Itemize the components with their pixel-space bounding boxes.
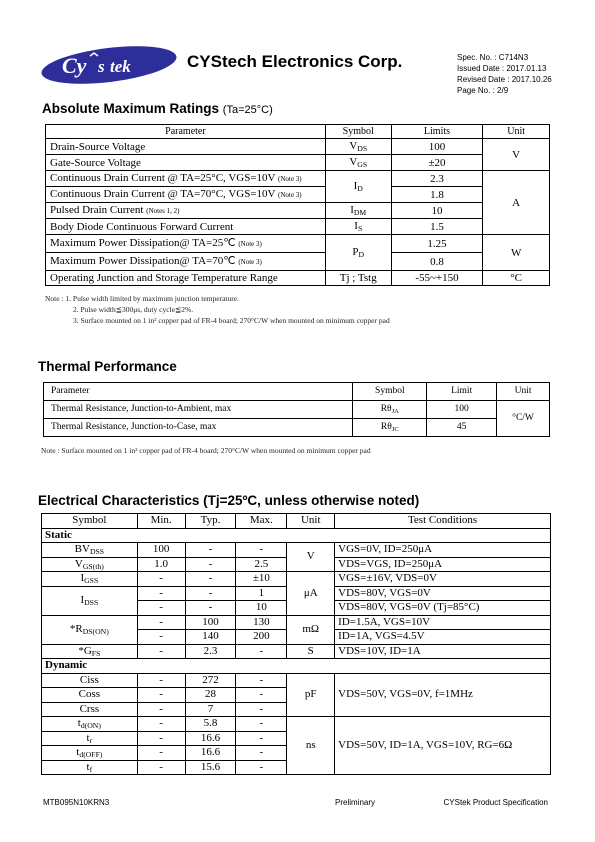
symbol-cell: td(OFF) xyxy=(42,746,138,761)
param-cell: Thermal Resistance, Junction-to-Case, max xyxy=(44,419,353,437)
limit-cell: 45 xyxy=(427,419,497,437)
typ-cell: - xyxy=(185,601,236,616)
table-row xyxy=(42,572,551,587)
thermal-note: Note : Surface mounted on 1 in² copper pad of FR-4 board; 270°C/W when mounted on minimum copper pad xyxy=(41,446,371,455)
param-cell: Thermal Resistance, Junction-to-Ambient, max xyxy=(44,401,353,419)
condition-cell: VDS=80V, VGS=0V (Tj=85°C) xyxy=(335,601,551,616)
param-cell: Continuous Drain Current @ TA=70°C, VGS=10V (Note 3) xyxy=(46,187,326,203)
unit-cell: A xyxy=(483,171,550,235)
typ-cell: 28 xyxy=(185,688,236,703)
max-cell: - xyxy=(236,702,287,717)
limit-cell: 1.5 xyxy=(391,219,483,235)
symbol-cell: Tj ; Tstg xyxy=(325,271,391,286)
table-row xyxy=(46,187,550,203)
table-row xyxy=(42,717,551,732)
typ-cell: 272 xyxy=(185,673,236,688)
symbol-cell: VDS xyxy=(325,139,391,155)
typ-cell: 140 xyxy=(185,630,236,645)
table-row xyxy=(46,171,550,187)
typ-cell: 100 xyxy=(185,615,236,630)
table-row xyxy=(46,253,550,271)
thermal-header-unit: Unit xyxy=(497,383,550,401)
min-cell: - xyxy=(137,601,185,616)
amr-header-parameter: Parameter xyxy=(46,125,326,139)
limit-cell: 2.3 xyxy=(391,171,483,187)
spec-no: Spec. No. : C714N3 xyxy=(457,53,529,62)
table-row xyxy=(46,219,550,235)
limit-cell: ±20 xyxy=(391,155,483,171)
spec-block xyxy=(457,52,552,96)
min-cell: 1.0 xyxy=(137,557,185,572)
param-cell: Drain-Source Voltage xyxy=(46,139,326,155)
typ-cell: - xyxy=(185,557,236,572)
min-cell: - xyxy=(137,702,185,717)
company-name: CYStech Electronics Corp. xyxy=(187,52,403,71)
symbol-cell: tf xyxy=(42,760,138,775)
max-cell: 10 xyxy=(236,601,287,616)
condition-cell: ID=1A, VGS=4.5V xyxy=(335,630,551,645)
max-cell: - xyxy=(236,717,287,732)
symbol-cell: Ciss xyxy=(42,673,138,688)
amr-header-limits: Limits xyxy=(391,125,483,139)
footer-status: Preliminary xyxy=(335,798,376,807)
elec-header-typ: Typ. xyxy=(185,514,236,529)
condition-cell: VDS=80V, VGS=0V xyxy=(335,586,551,601)
amr-condition: (Ta=25°C) xyxy=(222,104,273,116)
amr-header-symbol: Symbol xyxy=(325,125,391,139)
min-cell: - xyxy=(137,673,185,688)
unit-cell: °C xyxy=(483,271,550,286)
min-cell: - xyxy=(137,717,185,732)
symbol-cell: PD xyxy=(325,235,391,271)
symbol-cell: BVDSS xyxy=(42,543,138,558)
unit-cell: mΩ xyxy=(287,615,335,644)
table-row xyxy=(46,271,550,286)
symbol-cell: IDSS xyxy=(42,586,138,615)
typ-cell: 2.3 xyxy=(185,644,236,659)
min-cell: - xyxy=(137,586,185,601)
revised-date: Revised Date : 2017.10.26 xyxy=(457,75,552,84)
condition-cell: VDS=50V, VGS=0V, f=1MHz xyxy=(335,673,551,717)
typ-cell: - xyxy=(185,543,236,558)
company-logo xyxy=(40,44,178,84)
table-row xyxy=(42,543,551,558)
limit-cell: 100 xyxy=(427,401,497,419)
page-number: Page No. : 2/9 xyxy=(457,86,509,95)
limit-cell: 1.8 xyxy=(391,187,483,203)
min-cell: - xyxy=(137,615,185,630)
symbol-cell: $R\theta_{JA}$ xyxy=(353,401,427,419)
section-dynamic: Dynamic xyxy=(42,659,551,674)
symbol-cell: $R\theta_{JC}$ xyxy=(353,419,427,437)
table-row xyxy=(46,203,550,219)
typ-cell: 15.6 xyxy=(185,760,236,775)
table-row xyxy=(42,644,551,659)
symbol-cell: IS xyxy=(325,219,391,235)
param-cell: Maximum Power Dissipation@ TA=70℃ (Note 3) xyxy=(46,253,326,271)
typ-cell: - xyxy=(185,572,236,587)
note-3: 3. Surface mounted on 1 in² copper pad of FR-4 board; 270°C/W when mounted on minimum copper pad xyxy=(73,316,390,325)
elec-header-conditions: Test Conditions xyxy=(335,514,551,529)
typ-cell: - xyxy=(185,586,236,601)
limit-cell: 0.8 xyxy=(391,253,483,271)
max-cell: 1 xyxy=(236,586,287,601)
symbol-cell: Coss xyxy=(42,688,138,703)
typ-cell: 16.6 xyxy=(185,746,236,761)
thermal-table xyxy=(43,382,550,437)
max-cell: 200 xyxy=(236,630,287,645)
limit-cell: -55~+150 xyxy=(391,271,483,286)
param-cell: Operating Junction and Storage Temperature Range xyxy=(46,271,326,286)
symbol-cell: IGSS xyxy=(42,572,138,587)
min-cell: - xyxy=(137,688,185,703)
amr-notes xyxy=(45,293,390,326)
max-cell: - xyxy=(236,760,287,775)
symbol-cell: *RDS(ON) xyxy=(42,615,138,644)
thermal-header-symbol: Symbol xyxy=(353,383,427,401)
unit-cell: pF xyxy=(287,673,335,717)
table-row xyxy=(46,155,550,171)
unit-cell: ns xyxy=(287,717,335,775)
elec-header-min: Min. xyxy=(137,514,185,529)
elec-header-symbol: Symbol xyxy=(42,514,138,529)
min-cell: - xyxy=(137,572,185,587)
max-cell: ±10 xyxy=(236,572,287,587)
max-cell: - xyxy=(236,746,287,761)
thermal-header-limit: Limit xyxy=(427,383,497,401)
limit-cell: 10 xyxy=(391,203,483,219)
thermal-header-parameter: Parameter xyxy=(44,383,353,401)
param-cell: Gate-Source Voltage xyxy=(46,155,326,171)
limit-cell: 1.25 xyxy=(391,235,483,253)
symbol-cell: Crss xyxy=(42,702,138,717)
table-row xyxy=(42,615,551,630)
max-cell: - xyxy=(236,688,287,703)
param-cell: Pulsed Drain Current (Notes 1, 2) xyxy=(46,203,326,219)
svg-text:s: s xyxy=(98,57,105,76)
amr-table xyxy=(45,124,550,286)
unit-cell: V xyxy=(483,139,550,171)
thermal-title: Thermal Performance xyxy=(38,359,177,374)
section-static: Static xyxy=(42,528,551,543)
condition-cell: ID=1.5A, VGS=10V xyxy=(335,615,551,630)
limit-cell: 100 xyxy=(391,139,483,155)
condition-cell: VGS=0V, ID=250μA xyxy=(335,543,551,558)
amr-title xyxy=(42,101,273,116)
unit-cell: °C/W xyxy=(497,401,550,437)
min-cell: - xyxy=(137,731,185,746)
typ-cell: 7 xyxy=(185,702,236,717)
elec-header-unit: Unit xyxy=(287,514,335,529)
elec-header-max: Max. xyxy=(236,514,287,529)
unit-cell: V xyxy=(287,543,335,572)
elec-table xyxy=(41,513,551,775)
table-row xyxy=(44,419,550,437)
min-cell: 100 xyxy=(137,543,185,558)
param-cell: Body Diode Continuous Forward Current xyxy=(46,219,326,235)
max-cell: - xyxy=(236,731,287,746)
unit-cell: W xyxy=(483,235,550,271)
footer-part-number: MTB095N10KRN3 xyxy=(43,798,110,807)
param-cell: Maximum Power Dissipation@ TA=25℃ (Note 3) xyxy=(46,235,326,253)
symbol-cell: tr xyxy=(42,731,138,746)
symbol-cell: *GFS xyxy=(42,644,138,659)
svg-text:tek: tek xyxy=(110,57,131,76)
unit-cell: S xyxy=(287,644,335,659)
condition-cell: VDS=VGS, ID=250μA xyxy=(335,557,551,572)
param-cell: Continuous Drain Current @ TA=25°C, VGS=10V (Note 3) xyxy=(46,171,326,187)
min-cell: - xyxy=(137,746,185,761)
note-1: Note : 1. Pulse width limited by maximum junction temperature. xyxy=(45,294,239,303)
min-cell: - xyxy=(137,760,185,775)
issued-date: Issued Date : 2017.01.13 xyxy=(457,64,547,73)
table-row xyxy=(42,673,551,688)
elec-title: Electrical Characteristics (Tj=25ºC, unless otherwise noted) xyxy=(38,493,420,508)
table-row xyxy=(46,235,550,253)
amr-title-text: Absolute Maximum Ratings xyxy=(42,101,220,116)
table-row xyxy=(44,401,550,419)
typ-cell: 5.8 xyxy=(185,717,236,732)
max-cell: - xyxy=(236,644,287,659)
condition-cell: VDS=10V, ID=1A xyxy=(335,644,551,659)
min-cell: - xyxy=(137,630,185,645)
max-cell: 130 xyxy=(236,615,287,630)
typ-cell: 16.6 xyxy=(185,731,236,746)
symbol-cell: IDM xyxy=(325,203,391,219)
note-2: 2. Pulse width≦300μs, duty cycle≦2%. xyxy=(73,305,194,314)
svg-text:Cy: Cy xyxy=(62,53,87,78)
symbol-cell: td(ON) xyxy=(42,717,138,732)
condition-cell: VDS=50V, ID=1A, VGS=10V, RG=6Ω xyxy=(335,717,551,775)
amr-header-unit: Unit xyxy=(483,125,550,139)
symbol-cell: VGS xyxy=(325,155,391,171)
symbol-cell: ID xyxy=(325,171,391,203)
condition-cell: VGS=±16V, VDS=0V xyxy=(335,572,551,587)
unit-cell: μA xyxy=(287,572,335,616)
max-cell: - xyxy=(236,673,287,688)
footer-spec: CYStek Product Specification xyxy=(443,798,548,807)
symbol-cell: VGS(th) xyxy=(42,557,138,572)
table-row xyxy=(46,139,550,155)
max-cell: 2.5 xyxy=(236,557,287,572)
max-cell: - xyxy=(236,543,287,558)
min-cell: - xyxy=(137,644,185,659)
